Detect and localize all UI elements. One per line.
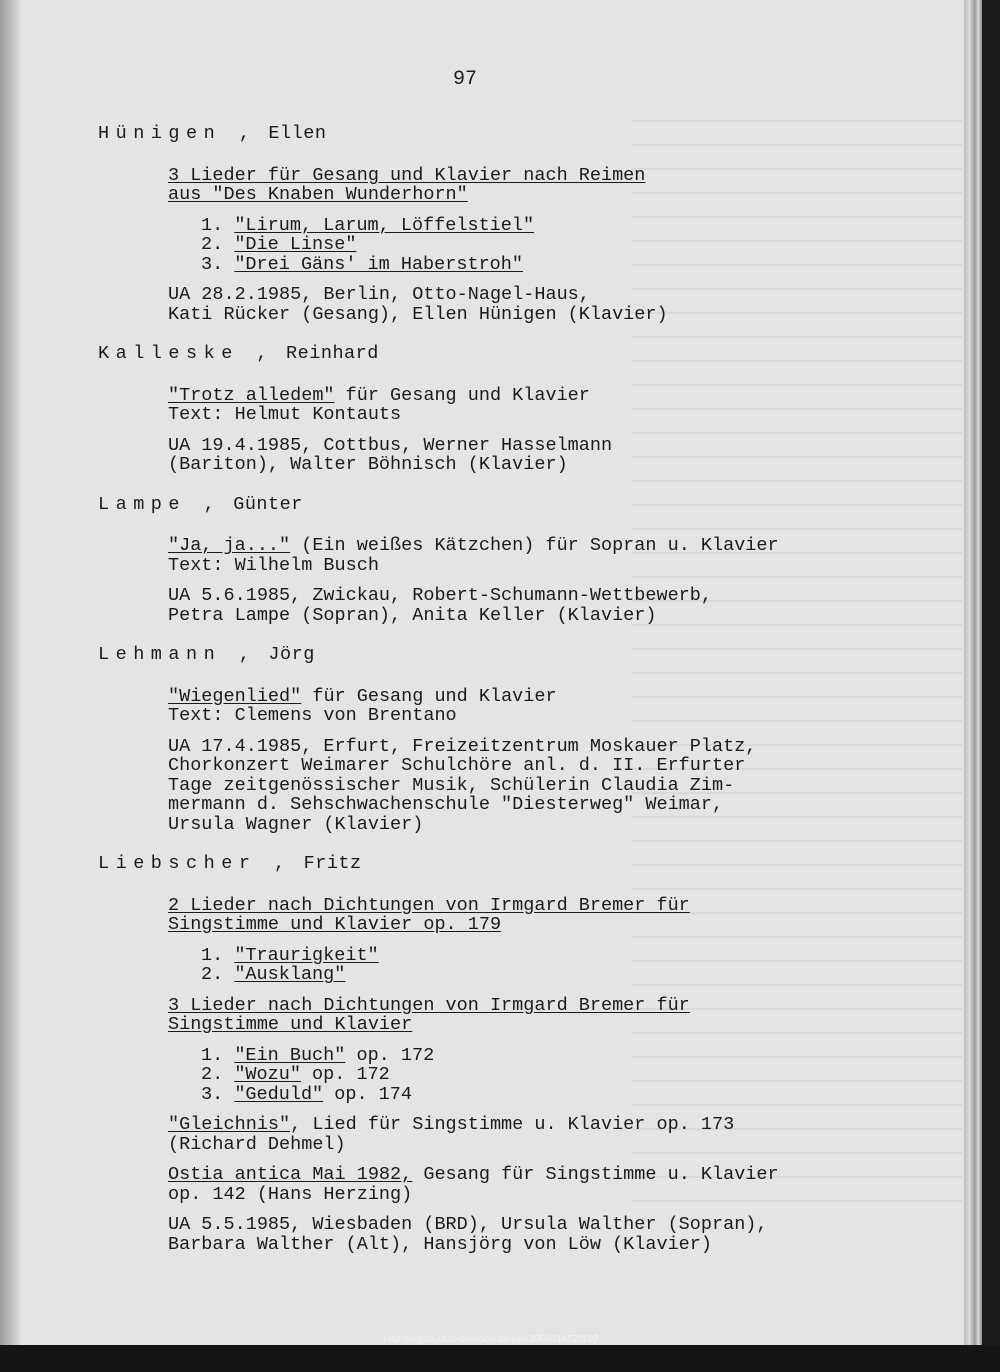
item-number: 3. [201, 253, 224, 275]
performance-line: (Bariton), Walter Böhnisch (Klavier) [168, 454, 568, 475]
composer-heading [98, 645, 838, 665]
performance-line: Tage zeitgenössischer Musik, Schülerin Claudia Zim- [168, 774, 735, 796]
performance-line: UA 5.6.1985, Zwickau, Robert-Schumann-Wettbewerb, [168, 585, 712, 606]
list-item [201, 946, 838, 966]
list-item [201, 965, 838, 985]
work-title-rest: für Gesang und Klavier [301, 685, 557, 707]
work-title-rest: , Lied für Singstimme u. Klavier op. 173 [290, 1114, 735, 1135]
work-title-underlined: "Gleichnis" [168, 1114, 291, 1135]
work-title-line: Singstimme und Klavier op. 179 [168, 914, 502, 935]
work-title-rest: (Ein weißes Kätzchen) für Sopran u. Klavier [290, 535, 779, 556]
item-title: "Drei Gäns' im Haberstroh" [234, 253, 523, 275]
item-title: "Ein Buch" [234, 1044, 346, 1066]
work-title-rest: Gesang für Singstimme u. Klavier [412, 1164, 779, 1185]
scan-border [0, 1345, 1000, 1372]
work-title [168, 536, 838, 575]
work-title-line: Singstimme und Klavier [168, 1014, 413, 1035]
performance-line: UA 19.4.1985, Cottbus, Werner Hasselmann [168, 434, 613, 456]
performance-line: Ursula Wagner (Klavier) [168, 813, 424, 835]
list-item [201, 1046, 838, 1066]
composer-given-name: Ellen [268, 123, 327, 144]
item-title: "Traurigkeit" [234, 944, 379, 966]
item-opus: op. 174 [323, 1083, 412, 1105]
composer-surname: Liebscher , [98, 853, 292, 874]
composer-heading [98, 495, 838, 515]
performance-line: Chorkonzert Weimarer Schulchöre anl. d. II. Erfurter [168, 755, 746, 776]
performance-line: mermann d. Sehschwachenschule "Diesterweg" Weimar, [168, 794, 724, 815]
item-opus: op. 172 [345, 1044, 435, 1066]
composer-heading [98, 344, 838, 364]
item-number: 2. [201, 964, 224, 985]
item-title: "Wozu" [234, 1064, 301, 1085]
work-title [168, 166, 838, 205]
composer-given-name: Jörg [268, 644, 315, 665]
item-title: "Geduld" [234, 1083, 324, 1105]
text-author: op. 142 (Hans Herzing) [168, 1183, 413, 1205]
item-title: "Lirum, Larum, Löffelstiel" [234, 214, 535, 236]
performance-note [168, 285, 838, 324]
work-title-rest: für Gesang und Klavier [334, 384, 590, 406]
song-list [201, 946, 838, 985]
item-number: 1. [201, 1044, 224, 1066]
list-item [201, 216, 838, 236]
work-title [168, 386, 838, 425]
song-list [201, 216, 838, 275]
composer-surname: Kalleske , [98, 343, 275, 364]
item-opus: op. 172 [300, 1064, 390, 1085]
performance-note [168, 436, 838, 475]
entries-list [98, 120, 838, 1274]
item-number: 3. [201, 1083, 224, 1105]
performance-note [168, 1215, 838, 1254]
text-author: (Richard Dehmel) [168, 1133, 346, 1155]
composer-given-name: Reinhard [286, 343, 379, 364]
work-title-underlined: "Ja, ja..." [168, 535, 291, 556]
work-title-line: aus "Des Knaben Wunderhorn" [168, 184, 468, 205]
performance-line: UA 28.2.1985, Berlin, Otto-Nagel-Haus, [168, 284, 590, 305]
page-gutter-shadow [0, 0, 22, 1345]
source-url[interactable]: http://digital.slub-dresden.de/ppn30880165Z/107 [383, 1334, 599, 1345]
performance-line: Petra Lampe (Sopran), Anita Keller (Klavier) [168, 604, 657, 626]
work-title-line: 3 Lieder für Gesang und Klavier nach Reimen [168, 164, 646, 186]
item-number: 2. [201, 234, 224, 255]
text-author: Text: Helmut Kontauts [168, 404, 402, 425]
book-edge [964, 0, 982, 1345]
composer-given-name: Günter [233, 493, 303, 515]
work-title-underlined: "Trotz alledem" [168, 384, 335, 406]
performance-line: Kati Rücker (Gesang), Ellen Hünigen (Klavier) [168, 303, 668, 325]
composer-heading [98, 124, 838, 144]
work-title [168, 1165, 838, 1204]
song-list [201, 1046, 838, 1105]
item-title: "Ausklang" [234, 964, 346, 985]
performance-note [168, 737, 838, 835]
work-title-line: 3 Lieder nach Dichtungen von Irmgard Bremer für [168, 994, 690, 1016]
item-number: 1. [201, 944, 224, 966]
item-number: 1. [201, 214, 224, 236]
composer-heading [98, 854, 838, 874]
work-title [168, 1115, 838, 1154]
work-title-underlined: Ostia antica Mai 1982, [168, 1164, 413, 1185]
composer-given-name: Fritz [303, 853, 362, 874]
work-title [168, 896, 838, 935]
text-author: Text: Clemens von Brentano [168, 705, 457, 726]
performance-note [168, 586, 838, 625]
composer-surname: Lehmann , [98, 644, 257, 665]
performance-line: Barbara Walther (Alt), Hansjörg von Löw (Klavier) [168, 1233, 712, 1255]
text-author: Text: Wilhelm Busch [168, 554, 379, 576]
list-item [201, 1085, 838, 1105]
item-number: 2. [201, 1064, 224, 1085]
list-item [201, 1065, 838, 1085]
work-title-line: 2 Lieder nach Dichtungen von Irmgard Bremer für [168, 894, 690, 916]
page-number: 97 [453, 68, 478, 91]
work-title-underlined: "Wiegenlied" [168, 685, 302, 707]
performance-line: UA 17.4.1985, Erfurt, Freizeitzentrum Moskauer Platz, [168, 735, 757, 757]
item-title: "Die Linse" [234, 234, 357, 255]
composer-surname: Lampe , [98, 493, 222, 515]
performance-line: UA 5.5.1985, Wiesbaden (BRD), Ursula Walther (Sopran), [168, 1214, 768, 1235]
list-item [201, 255, 838, 275]
composer-surname: Hünigen , [98, 123, 257, 144]
work-title [168, 996, 838, 1035]
list-item [201, 235, 838, 255]
work-title [168, 687, 838, 726]
